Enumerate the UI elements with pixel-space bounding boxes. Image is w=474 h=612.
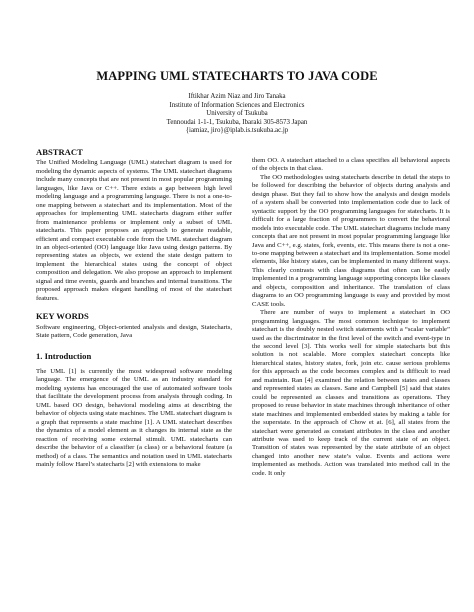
keywords-text: Software engineering, Object-oriented analysis and design, Statecharts, State pattern, Code generation, Java (36, 323, 232, 340)
body-paragraph-2: The OO methodologies using statecharts describe in detail the steps to be followed for describing the behavior of objects during analysis and design phase. But they fail to show how the analysis and design models of a system shall be converted into implementation code due to lack of syntactic support by the OO programming languages for statecharts. It is difficult for a large fraction of programmers to convert the behavioral models into executable code. The UML statechart diagrams include many concepts that are not present in most popular programming language like Java and C++, e.g. states, fork, events, etc. This means there is not a one-to-one mapping between a statechart and its implementation. Some model elements, like history states, can be implemented in many different ways. This clearly contrasts with class diagrams that often can be easily implemented in a programming language supporting concepts like classes and objects, composition and inheritance. The translation of class diagrams to an OO programming language is easy and provided by most CASE tools. (252, 173, 450, 308)
paper-title: MAPPING UML STATECHARTS TO JAVA CODE (96, 69, 378, 83)
left-column (36, 148, 232, 469)
body-paragraph-1: them OO. A statechart attached to a class specifies all behavioral aspects of the objects in that class. (252, 157, 450, 173)
introduction-text: The UML [1] is currently the most widespread software modeling language. The emergence of the UML as an industry standard for modeling systems has encouraged the use of automated software tools that facilitate the development process from analysis through coding. In UML based OO design, behavioral modeling aims at describing the behavior of objects using state machines. The UML statechart diagram is a graph that represents a state machine [1]. A UML statechart describes the dynamics of a model element as it changes its internal state as the reaction of receiving some external stimuli. UML statecharts can describe the behavior of a classifier (a class) or a behavioral feature (a method) of a class. The semantics and notation used in UML statecharts mainly follow Harel’s statecharts [2] with extensions to make (36, 367, 232, 468)
body-paragraph-3: There are number of ways to implement a statechart in OO programming languages. The most common technique to implement statechart is the doubly nested switch statements with a “scalar variable” used as the discriminator in the first level of the switch and event-type in the second level [3]. This works well for simple statecharts but this solution is not scalable. More complex statechart concepts like hierarchical states, history states, fork, join etc. cause serious problems for this approach as the code becomes complex and is difficult to read and maintain. Ran [4] examined the relation between states and classes and represented states as classes. Sane and Campbell [5] said that states could be represented as classes and transitions as operations. They proposed to reuse behavior in state machines through inheritance of other state machines and implemented embedded states by making a table for the superstate. In the approach of Chow et at. [6], all states from the statechart were generated as constant attributes in the class and another attribute was used to keep track of the current state of an object. Transition of states was represented by the state attribute of an object changed into another new state’s value. Events and actions were implemented as methods. Action was translated into method call in the code. It only (252, 309, 450, 477)
author-names: Iftikhar Azim Niaz and Jiro Tanaka (188, 93, 286, 100)
abstract-heading: ABSTRACT (36, 147, 83, 157)
author-email: {iamiaz, jiro}@iplab.is.tsukuba.ac.jp (185, 127, 289, 135)
affiliation-institute: Institute of Information Sciences and Electronics (169, 101, 305, 109)
keywords-heading: KEY WORDS (36, 311, 89, 322)
author-block (0, 93, 474, 136)
right-column (252, 157, 450, 478)
affiliation-university: University of Tsukuba (206, 110, 268, 118)
abstract-text: The Unified Modeling Language (UML) statechart diagram is used for modeling the dynamic aspects of systems. The UML statechart diagrams include many concepts that are not present in most popular programming languages, like Java or C++. There exists a gap between high level modeling language and a programming language. There is not a one-to-one mapping between a statechart and its implementation. Most of the approaches for implementing UML statecharts diagram either suffer from maintenance problems or implement only a subset of UML statecharts. This paper proposes an approach to generate readable, efficient and compact executable code from the UML statechart diagram in an object-oriented (OO) language like Java using design patterns. By representing states as objects, we extend the state design pattern to implement the hierarchical states using the concept of object composition and delegation. We also propose an approach to implement signal and time events, guards and branches and internal transitions. The proposed approach makes elegant handling of most of the statechart features. (36, 159, 232, 302)
introduction-heading: 1. Introduction (36, 350, 92, 361)
affiliation-address: Tennoudai 1-1-1, Tsukuba, Ibaraki 305-8573 Japan (166, 118, 308, 126)
